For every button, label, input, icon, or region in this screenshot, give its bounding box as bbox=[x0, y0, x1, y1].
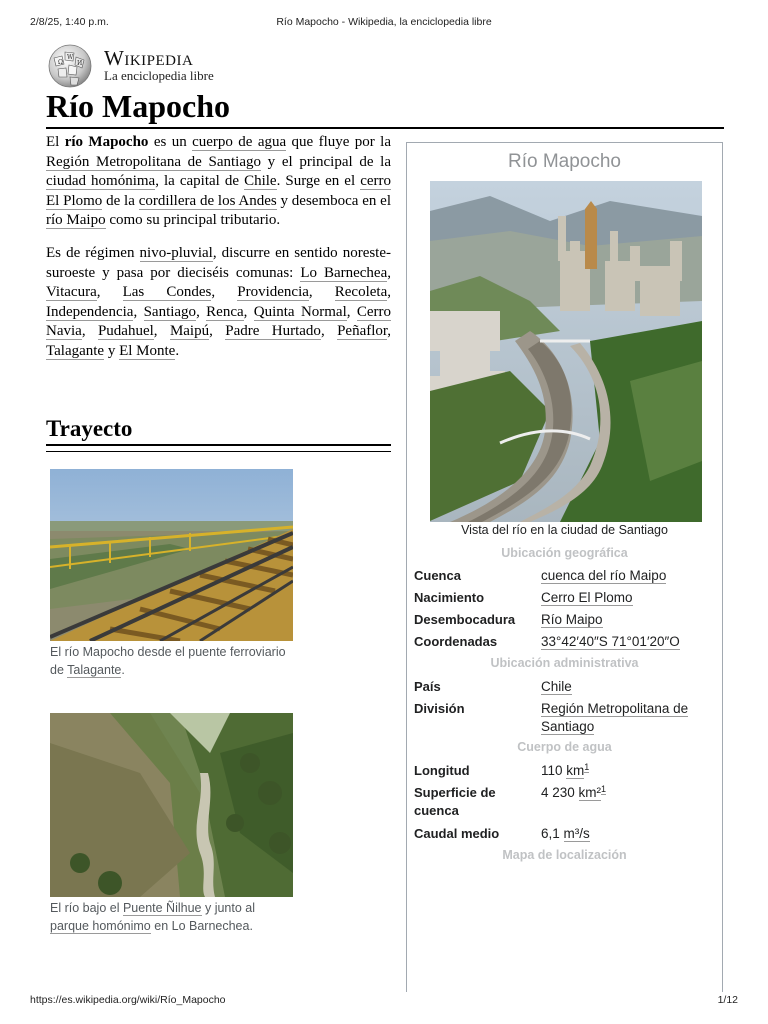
link-talagante[interactable]: Talagante bbox=[67, 662, 122, 677]
list-separator: , bbox=[196, 303, 207, 320]
list-separator: , bbox=[387, 323, 392, 340]
value-number: 6,1 bbox=[541, 826, 564, 841]
link-cuerpo-de-agua[interactable]: cuerpo de agua bbox=[192, 134, 287, 150]
figure-caption bbox=[50, 900, 293, 935]
text-run: en Lo Barnechea. bbox=[150, 918, 253, 933]
row-value bbox=[541, 678, 721, 696]
row-label: Cuenca bbox=[414, 568, 461, 583]
infobox-image-caption: Vista del río en la ciudad de Santiago bbox=[461, 523, 668, 537]
text-run: . bbox=[121, 662, 125, 677]
row-value bbox=[541, 825, 721, 843]
text-run: de la bbox=[102, 192, 139, 209]
page-title: Río Mapocho bbox=[46, 88, 230, 124]
svg-text:W: W bbox=[67, 54, 74, 61]
infobox-title: Río Mapocho bbox=[507, 151, 621, 172]
figure-railway-bridge bbox=[50, 469, 293, 679]
section-divider bbox=[46, 444, 391, 446]
sentence-end: . bbox=[175, 342, 180, 359]
row-value bbox=[541, 633, 721, 651]
link-comuna[interactable]: Vitacura bbox=[46, 284, 97, 301]
text-run: y junto al bbox=[201, 901, 256, 915]
link-region-metropolitana-ib[interactable]: Región Metropolitana de Santiago bbox=[541, 701, 689, 734]
text-run: El bbox=[46, 134, 65, 150]
row-value bbox=[541, 589, 721, 607]
link-comuna[interactable]: Renca bbox=[206, 303, 244, 320]
intro-paragraph bbox=[46, 133, 391, 231]
link-comuna[interactable]: Santiago bbox=[143, 303, 197, 320]
photo-railway-bridge[interactable] bbox=[50, 469, 293, 641]
photo-canyon-nilhue[interactable] bbox=[50, 713, 293, 897]
link-comuna[interactable]: Independencia bbox=[46, 303, 134, 320]
link-comuna[interactable]: Providencia bbox=[237, 284, 309, 301]
reference-1[interactable]: 1 bbox=[601, 783, 607, 794]
link-comuna[interactable]: Recoleta bbox=[334, 284, 388, 301]
list-separator: , bbox=[346, 303, 357, 320]
link-comuna[interactable]: Lo Barnechea bbox=[300, 264, 388, 281]
row-label: División bbox=[414, 701, 465, 716]
link-rio-maipo[interactable]: río Maipo bbox=[46, 212, 106, 229]
infobox-section-mapa: Mapa de localización bbox=[502, 848, 627, 862]
link-comuna[interactable]: Las Condes bbox=[122, 284, 212, 301]
text-run: como su principal tributario. bbox=[105, 212, 281, 229]
wikipedia-logo[interactable] bbox=[46, 44, 236, 88]
figure-caption bbox=[50, 644, 293, 679]
row-label: Desembocadura bbox=[414, 612, 516, 627]
link-m3s[interactable]: m³/s bbox=[563, 826, 590, 841]
list-separator: , bbox=[387, 284, 391, 301]
infobox-section-admin: Ubicación administrativa bbox=[490, 656, 639, 670]
list-separator: , bbox=[243, 303, 254, 320]
row-label: Coordenadas bbox=[414, 634, 498, 649]
svg-text:Ω: Ω bbox=[58, 59, 63, 66]
wikipedia-wordmark: Wikipedia bbox=[104, 46, 194, 70]
link-cordillera-de-los-andes[interactable]: cordillera de los Andes bbox=[138, 192, 277, 209]
row-label: País bbox=[414, 679, 441, 694]
row-label: Caudal medio bbox=[414, 826, 500, 841]
row-value bbox=[541, 762, 721, 780]
list-separator: , bbox=[308, 284, 335, 301]
link-region-metropolitana[interactable]: Región Metropolitana de Santiago bbox=[46, 153, 261, 170]
row-value bbox=[541, 567, 721, 585]
section-heading-trayecto: Trayecto bbox=[46, 416, 133, 441]
link-cerro-el-plomo-ib[interactable]: Cerro El Plomo bbox=[541, 590, 633, 605]
link-comuna[interactable]: Maipú bbox=[169, 323, 210, 340]
section-divider-thin bbox=[46, 451, 391, 452]
print-doc-title: Río Mapocho - Wikipedia, la enciclopedia libre bbox=[276, 16, 492, 28]
wikipedia-globe-icon bbox=[46, 44, 94, 88]
row-value bbox=[541, 700, 721, 736]
link-puente-nilhue[interactable]: Puente Ñilhue bbox=[122, 901, 202, 915]
article-body bbox=[46, 133, 391, 375]
reference-1[interactable]: 1 bbox=[584, 761, 590, 772]
link-coordenadas[interactable]: 33°42′40″S 71°01′20″O bbox=[541, 634, 680, 649]
link-chile-ib[interactable]: Chile bbox=[541, 679, 572, 694]
text-run: El río bajo el bbox=[50, 901, 123, 915]
infobox-section-geo: Ubicación geográfica bbox=[501, 546, 628, 560]
list-separator: , bbox=[133, 303, 144, 320]
row-value bbox=[541, 784, 721, 802]
infobox-section-agua: Cuerpo de agua bbox=[517, 740, 612, 754]
link-cuenca-rio-maipo[interactable]: cuenca del río Maipo bbox=[541, 568, 667, 583]
infobox bbox=[406, 142, 723, 992]
article-subject-bold: río Mapocho bbox=[64, 134, 149, 150]
title-divider bbox=[46, 127, 724, 129]
list-separator: , bbox=[320, 323, 338, 340]
list-separator: , bbox=[96, 284, 123, 301]
wikipedia-tagline: La enciclopedia libre bbox=[104, 68, 214, 83]
text-run: es un bbox=[148, 134, 193, 150]
comunas-paragraph bbox=[46, 244, 391, 362]
row-label: Superficie de cuenca bbox=[414, 785, 496, 818]
text-run: que fluye por la bbox=[286, 134, 391, 150]
link-comuna[interactable]: Talagante bbox=[46, 342, 105, 359]
link-comuna[interactable]: Quinta Normal bbox=[253, 303, 347, 320]
print-page-number: 1/12 bbox=[717, 994, 738, 1006]
link-nivo-pluvial[interactable]: nivo-pluvial bbox=[139, 244, 213, 261]
svg-text:И: И bbox=[77, 60, 83, 67]
text-run: . Surge en el bbox=[276, 173, 361, 190]
text-run: , la capital de bbox=[155, 173, 245, 190]
list-separator: , bbox=[153, 323, 170, 340]
link-km[interactable]: km bbox=[566, 763, 585, 778]
list-separator: , bbox=[211, 284, 238, 301]
link-comuna[interactable]: Peñaflor bbox=[337, 323, 388, 340]
list-conjunction: y bbox=[104, 342, 120, 359]
row-value bbox=[541, 611, 721, 629]
text-run: El río Mapocho desde el puente ferroviario de bbox=[50, 645, 286, 677]
link-comuna[interactable]: El Monte bbox=[119, 342, 176, 359]
row-label: Longitud bbox=[414, 763, 470, 778]
list-separator: , bbox=[81, 323, 98, 340]
print-footer bbox=[30, 994, 738, 1008]
print-timestamp: 2/8/25, 1:40 p.m. bbox=[30, 16, 109, 28]
link-rio-maipo-ib[interactable]: Río Maipo bbox=[541, 612, 603, 627]
link-comuna[interactable]: Padre Hurtado bbox=[225, 323, 321, 340]
text-run: y desemboca en el bbox=[276, 192, 391, 209]
value-number: 110 bbox=[541, 763, 567, 778]
value-number: 4 230 bbox=[541, 785, 579, 800]
infobox-photo-santiago[interactable] bbox=[430, 181, 702, 522]
list-separator: , bbox=[209, 323, 226, 340]
link-cerro-el-plomo[interactable]: cerro El Plomo bbox=[46, 173, 391, 209]
print-header bbox=[30, 16, 738, 30]
text-run: Es de régimen bbox=[46, 244, 140, 261]
link-km2[interactable]: km² bbox=[578, 785, 602, 800]
text-run: y el principal de la bbox=[260, 153, 391, 170]
link-comuna[interactable]: Cerro Navia bbox=[46, 303, 392, 340]
link-comuna[interactable]: Pudahuel bbox=[97, 323, 154, 340]
link-chile[interactable]: Chile bbox=[244, 173, 277, 190]
print-url: https://es.wikipedia.org/wiki/Río_Mapocho bbox=[30, 994, 226, 1006]
text-run: , discurre en sentido noreste-suroeste y pasa por dieciséis comunas: bbox=[46, 244, 392, 281]
row-label: Nacimiento bbox=[414, 590, 485, 605]
link-parque-homonimo[interactable]: parque homónimo bbox=[50, 918, 151, 933]
figure-canyon-nilhue bbox=[50, 713, 293, 935]
list-separator: , bbox=[387, 264, 391, 281]
link-ciudad-homonima[interactable]: ciudad homónima bbox=[46, 173, 156, 190]
